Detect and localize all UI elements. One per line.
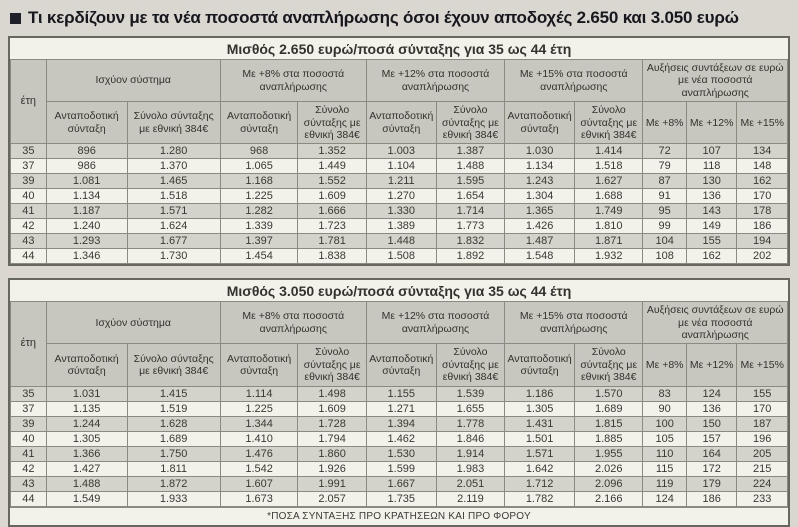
value-cell: 1.549 [46, 491, 127, 506]
value-cell: 1.186 [505, 386, 575, 401]
years-header: έτη [11, 60, 47, 144]
value-cell: 1.571 [127, 204, 220, 219]
value-cell: 1.344 [220, 416, 298, 431]
subheader: Με +8% [643, 344, 687, 386]
table-header-2650 [11, 60, 788, 144]
value-cell: 1.449 [298, 159, 366, 174]
value-cell: 1.914 [436, 446, 504, 461]
salary-table-3050-block [8, 278, 790, 526]
value-cell: 1.365 [505, 204, 575, 219]
year-cell: 37 [11, 401, 47, 416]
value-cell: 1.370 [127, 159, 220, 174]
value-cell: 100 [643, 416, 687, 431]
value-cell: 194 [737, 234, 788, 249]
value-cell: 1.689 [127, 431, 220, 446]
value-cell: 155 [686, 234, 737, 249]
value-cell: 2.096 [575, 476, 643, 491]
group-current-system: Ισχύον σύστημα [46, 302, 220, 344]
value-cell: 104 [643, 234, 687, 249]
value-cell: 1.003 [366, 144, 436, 159]
value-cell: 136 [686, 189, 737, 204]
year-cell: 42 [11, 219, 47, 234]
group-increases: Αυξήσεις συντάξεων σε ευρώ με νέα ποσοστά αναπλήρωσης [643, 60, 788, 102]
value-cell: 1.414 [575, 144, 643, 159]
value-cell: 1.571 [505, 446, 575, 461]
subheader: Σύνολο σύνταξης με εθνική 384€ [127, 344, 220, 386]
value-cell: 1.104 [366, 159, 436, 174]
value-cell: 179 [686, 476, 737, 491]
value-cell: 134 [737, 144, 788, 159]
value-cell: 1.030 [505, 144, 575, 159]
value-cell: 1.667 [366, 476, 436, 491]
year-cell: 41 [11, 204, 47, 219]
value-cell: 986 [46, 159, 127, 174]
value-cell: 1.730 [127, 249, 220, 264]
value-cell: 1.240 [46, 219, 127, 234]
value-cell: 107 [686, 144, 737, 159]
value-cell: 170 [737, 189, 788, 204]
value-cell: 1.570 [575, 386, 643, 401]
value-cell: 1.642 [505, 461, 575, 476]
value-cell: 164 [686, 446, 737, 461]
value-cell: 1.397 [220, 234, 298, 249]
value-cell: 130 [686, 174, 737, 189]
value-cell: 83 [643, 386, 687, 401]
value-cell: 1.518 [575, 159, 643, 174]
value-cell: 1.387 [436, 144, 504, 159]
value-cell: 1.448 [366, 234, 436, 249]
value-cell: 1.168 [220, 174, 298, 189]
value-cell: 119 [643, 476, 687, 491]
value-cell: 1.465 [127, 174, 220, 189]
value-cell: 1.781 [298, 234, 366, 249]
value-cell: 1.498 [298, 386, 366, 401]
value-cell: 1.983 [436, 461, 504, 476]
value-cell: 91 [643, 189, 687, 204]
value-cell: 155 [737, 386, 788, 401]
value-cell: 1.454 [220, 249, 298, 264]
value-cell: 1.689 [575, 401, 643, 416]
group-plus-12: Με +12% στα ποσοστά αναπλήρωσης [366, 60, 504, 102]
value-cell: 1.501 [505, 431, 575, 446]
year-cell: 37 [11, 159, 47, 174]
subheader: Ανταποδοτική σύνταξη [505, 344, 575, 386]
subheader: Ανταποδοτική σύνταξη [505, 102, 575, 144]
bullet-square-icon [10, 13, 21, 24]
group-plus-12: Με +12% στα ποσοστά αναπλήρωσης [366, 302, 504, 344]
value-cell: 186 [686, 491, 737, 506]
value-cell: 1.389 [366, 219, 436, 234]
year-cell: 35 [11, 144, 47, 159]
value-cell: 149 [686, 219, 737, 234]
value-cell: 1.595 [436, 174, 504, 189]
value-cell: 1.548 [505, 249, 575, 264]
table-row [11, 144, 788, 159]
value-cell: 150 [686, 416, 737, 431]
value-cell: 1.410 [220, 431, 298, 446]
value-cell: 136 [686, 401, 737, 416]
value-cell: 1.394 [366, 416, 436, 431]
value-cell: 170 [737, 401, 788, 416]
year-cell: 35 [11, 386, 47, 401]
value-cell: 1.339 [220, 219, 298, 234]
subheader: Με +15% [737, 102, 788, 144]
value-cell: 1.135 [46, 401, 127, 416]
value-cell: 1.654 [436, 189, 504, 204]
value-cell: 1.305 [46, 431, 127, 446]
subheader: Σύνολο σύνταξης με εθνική 384€ [127, 102, 220, 144]
table-title-3050: Μισθός 3.050 ευρώ/ποσά σύνταξης για 35 ως 44 έτη [226, 283, 572, 300]
subheader: Με +8% [643, 102, 687, 144]
value-cell: 186 [737, 219, 788, 234]
value-cell: 1.225 [220, 401, 298, 416]
value-cell: 1.330 [366, 204, 436, 219]
table-row [11, 189, 788, 204]
value-cell: 2.057 [298, 491, 366, 506]
value-cell: 1.462 [366, 431, 436, 446]
value-cell: 157 [686, 431, 737, 446]
value-cell: 1.518 [127, 189, 220, 204]
year-cell: 44 [11, 491, 47, 506]
group-current-system: Ισχύον σύστημα [46, 60, 220, 102]
table-row [11, 219, 788, 234]
value-cell: 1.955 [575, 446, 643, 461]
value-cell: 1.749 [575, 204, 643, 219]
value-cell: 1.714 [436, 204, 504, 219]
value-cell: 1.304 [505, 189, 575, 204]
year-cell: 43 [11, 234, 47, 249]
table-row [11, 491, 788, 506]
table-row [11, 159, 788, 174]
value-cell: 1.677 [127, 234, 220, 249]
value-cell: 1.427 [46, 461, 127, 476]
value-cell: 1.778 [436, 416, 504, 431]
value-cell: 2.026 [575, 461, 643, 476]
value-cell: 187 [737, 416, 788, 431]
value-cell: 1.860 [298, 446, 366, 461]
subheader: Με +12% [686, 344, 737, 386]
table-header-3050 [11, 302, 788, 386]
value-cell: 1.211 [366, 174, 436, 189]
table-row [11, 416, 788, 431]
subheader: Σύνολο σύνταξης με εθνική 384€ [436, 102, 504, 144]
salary-table-2650-block [8, 36, 790, 266]
group-plus-15: Με +15% στα ποσοστά αναπλήρωσης [505, 302, 643, 344]
value-cell: 1.270 [366, 189, 436, 204]
subheader: Με +15% [737, 344, 788, 386]
group-increases: Αυξήσεις συντάξεων σε ευρώ με νέα ποσοστά αναπλήρωσης [643, 302, 788, 344]
year-cell: 42 [11, 461, 47, 476]
value-cell: 1.628 [127, 416, 220, 431]
table-row [11, 174, 788, 189]
subheader: Σύνολο σύνταξης με εθνική 384€ [436, 344, 504, 386]
value-cell: 105 [643, 431, 687, 446]
value-cell: 1.655 [436, 401, 504, 416]
value-cell: 1.426 [505, 219, 575, 234]
headline-text: Τι κερδίζουν με τα νέα ποσοστά αναπλήρωσης όσοι έχουν αποδοχές 2.650 και 3.050 ευρώ [28, 8, 739, 27]
value-cell: 1.688 [575, 189, 643, 204]
value-cell: 124 [686, 386, 737, 401]
value-cell: 1.750 [127, 446, 220, 461]
value-cell: 205 [737, 446, 788, 461]
subheader: Σύνολο σύνταξης με εθνική 384€ [575, 102, 643, 144]
table-row [11, 476, 788, 491]
value-cell: 87 [643, 174, 687, 189]
value-cell: 1.773 [436, 219, 504, 234]
value-cell: 1.735 [366, 491, 436, 506]
value-cell: 1.846 [436, 431, 504, 446]
value-cell: 1.488 [436, 159, 504, 174]
value-cell: 1.885 [575, 431, 643, 446]
value-cell: 202 [737, 249, 788, 264]
value-cell: 99 [643, 219, 687, 234]
value-cell: 118 [686, 159, 737, 174]
value-cell: 1.366 [46, 446, 127, 461]
table-row [11, 446, 788, 461]
value-cell: 1.609 [298, 401, 366, 416]
table-row [11, 234, 788, 249]
value-cell: 1.155 [366, 386, 436, 401]
value-cell: 1.599 [366, 461, 436, 476]
value-cell: 79 [643, 159, 687, 174]
value-cell: 1.892 [436, 249, 504, 264]
value-cell: 2.051 [436, 476, 504, 491]
value-cell: 1.926 [298, 461, 366, 476]
group-plus-8: Με +8% στα ποσοστά αναπλήρωσης [220, 60, 366, 102]
value-cell: 1.271 [366, 401, 436, 416]
value-cell: 1.187 [46, 204, 127, 219]
value-cell: 1.728 [298, 416, 366, 431]
year-cell: 39 [11, 174, 47, 189]
value-cell: 1.723 [298, 219, 366, 234]
subheader: Σύνολο σύνταξης με εθνική 384€ [298, 102, 366, 144]
salary-table-2650 [10, 59, 788, 264]
value-cell: 1.794 [298, 431, 366, 446]
subheader: Ανταποδοτική σύνταξη [220, 344, 298, 386]
years-header: έτη [11, 302, 47, 386]
value-cell: 1.346 [46, 249, 127, 264]
value-cell: 1.832 [436, 234, 504, 249]
value-cell: 1.134 [46, 189, 127, 204]
value-cell: 143 [686, 204, 737, 219]
table-row [11, 431, 788, 446]
value-cell: 224 [737, 476, 788, 491]
group-plus-8: Με +8% στα ποσοστά αναπλήρωσης [220, 302, 366, 344]
value-cell: 1.607 [220, 476, 298, 491]
value-cell: 1.811 [127, 461, 220, 476]
value-cell: 1.431 [505, 416, 575, 431]
value-cell: 124 [643, 491, 687, 506]
year-cell: 41 [11, 446, 47, 461]
value-cell: 1.539 [436, 386, 504, 401]
subheader: Ανταποδοτική σύνταξη [46, 102, 127, 144]
value-cell: 90 [643, 401, 687, 416]
value-cell: 1.627 [575, 174, 643, 189]
value-cell: 1.114 [220, 386, 298, 401]
value-cell: 1.243 [505, 174, 575, 189]
value-cell: 2.166 [575, 491, 643, 506]
value-cell: 1.871 [575, 234, 643, 249]
article-headline [10, 8, 790, 28]
value-cell: 1.031 [46, 386, 127, 401]
value-cell: 1.872 [127, 476, 220, 491]
value-cell: 1.782 [505, 491, 575, 506]
value-cell: 1.519 [127, 401, 220, 416]
value-cell: 1.530 [366, 446, 436, 461]
value-cell: 215 [737, 461, 788, 476]
value-cell: 162 [737, 174, 788, 189]
group-plus-15: Με +15% στα ποσοστά αναπλήρωσης [505, 60, 643, 102]
table-row [11, 461, 788, 476]
value-cell: 2.119 [436, 491, 504, 506]
value-cell: 196 [737, 431, 788, 446]
value-cell: 162 [686, 249, 737, 264]
subheader: Ανταποδοτική σύνταξη [366, 102, 436, 144]
table-row [11, 249, 788, 264]
value-cell: 110 [643, 446, 687, 461]
table-body-2650 [11, 144, 788, 264]
value-cell: 233 [737, 491, 788, 506]
subheader: Ανταποδοτική σύνταξη [366, 344, 436, 386]
subheader: Με +12% [686, 102, 737, 144]
subheader: Σύνολο σύνταξης με εθνική 384€ [298, 344, 366, 386]
value-cell: 115 [643, 461, 687, 476]
value-cell: 1.933 [127, 491, 220, 506]
value-cell: 1.712 [505, 476, 575, 491]
value-cell: 896 [46, 144, 127, 159]
value-cell: 968 [220, 144, 298, 159]
table-row [11, 386, 788, 401]
value-cell: 1.282 [220, 204, 298, 219]
value-cell: 95 [643, 204, 687, 219]
value-cell: 1.488 [46, 476, 127, 491]
subheader: Ανταποδοτική σύνταξη [46, 344, 127, 386]
value-cell: 1.991 [298, 476, 366, 491]
value-cell: 1.609 [298, 189, 366, 204]
table-footnote: *ΠΟΣΑ ΣΥΝΤΑΞΗΣ ΠΡΟ ΚΡΑΤΗΣΕΩΝ ΚΑΙ ΠΡΟ ΦΟΡΟΥ [10, 507, 788, 525]
value-cell: 1.280 [127, 144, 220, 159]
value-cell: 1.552 [298, 174, 366, 189]
value-cell: 1.305 [505, 401, 575, 416]
value-cell: 1.415 [127, 386, 220, 401]
subheader: Σύνολο σύνταξης με εθνική 384€ [575, 344, 643, 386]
year-cell: 39 [11, 416, 47, 431]
value-cell: 1.666 [298, 204, 366, 219]
value-cell: 1.293 [46, 234, 127, 249]
subheader: Ανταποδοτική σύνταξη [220, 102, 298, 144]
table-title-2650: Μισθός 2.650 ευρώ/ποσά σύνταξης για 35 ως 44 έτη [226, 41, 572, 57]
value-cell: 1.065 [220, 159, 298, 174]
value-cell: 1.508 [366, 249, 436, 264]
year-cell: 44 [11, 249, 47, 264]
table-row [11, 204, 788, 219]
value-cell: 1.134 [505, 159, 575, 174]
value-cell: 1.476 [220, 446, 298, 461]
table-body-3050 [11, 386, 788, 506]
value-cell: 1.225 [220, 189, 298, 204]
value-cell: 1.542 [220, 461, 298, 476]
value-cell: 1.244 [46, 416, 127, 431]
value-cell: 1.352 [298, 144, 366, 159]
value-cell: 72 [643, 144, 687, 159]
value-cell: 1.815 [575, 416, 643, 431]
year-cell: 43 [11, 476, 47, 491]
value-cell: 1.810 [575, 219, 643, 234]
value-cell: 172 [686, 461, 737, 476]
year-cell: 40 [11, 431, 47, 446]
value-cell: 1.487 [505, 234, 575, 249]
salary-table-3050 [10, 301, 788, 506]
value-cell: 148 [737, 159, 788, 174]
table-row [11, 401, 788, 416]
value-cell: 1.624 [127, 219, 220, 234]
value-cell: 178 [737, 204, 788, 219]
value-cell: 1.932 [575, 249, 643, 264]
value-cell: 1.081 [46, 174, 127, 189]
value-cell: 1.673 [220, 491, 298, 506]
value-cell: 1.838 [298, 249, 366, 264]
year-cell: 40 [11, 189, 47, 204]
value-cell: 108 [643, 249, 687, 264]
